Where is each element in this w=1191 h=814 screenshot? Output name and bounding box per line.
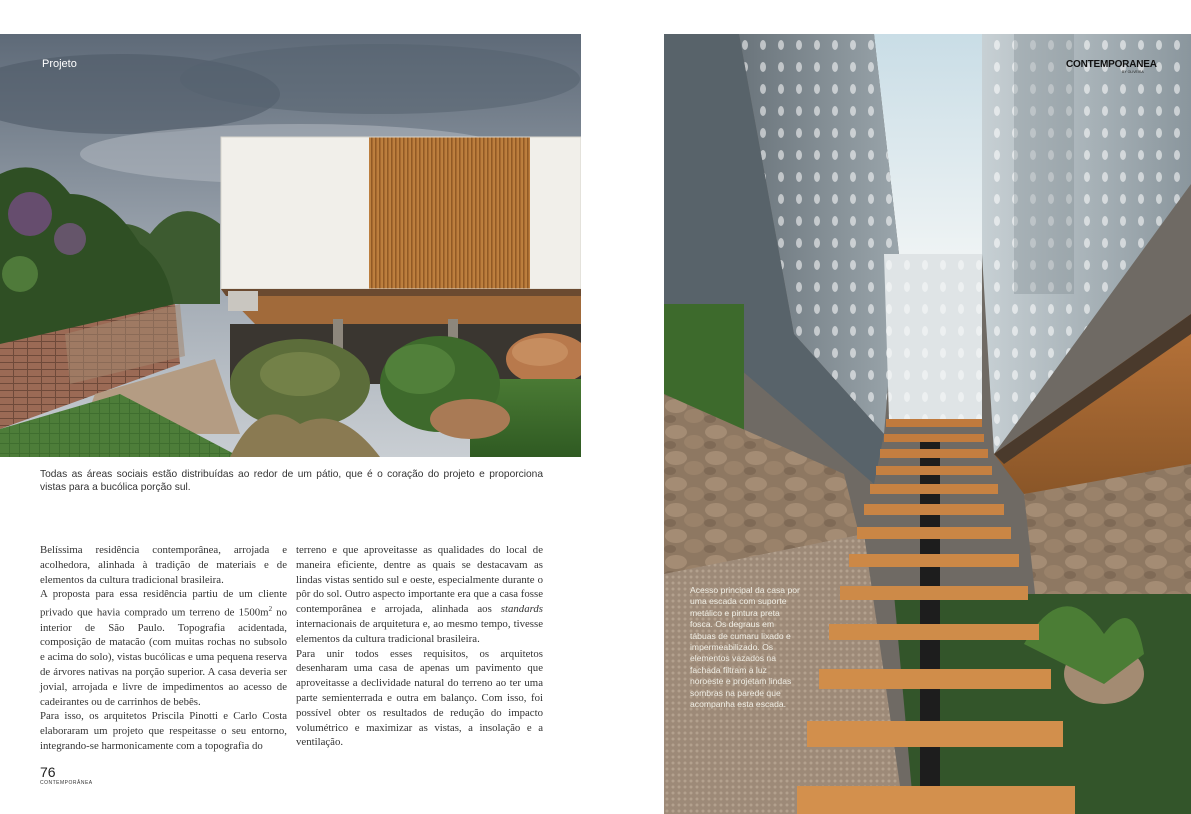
- section-label: Projeto: [42, 58, 77, 70]
- emphasis: standards: [500, 603, 543, 616]
- paragraph: Para isso, os arquitetos Priscila Pinotti e Carlo Costa elaboraram um projeto que respeitasse o seu entorno, integrando-se harmonicamente com a topografia do: [40, 710, 287, 752]
- paragraph: [296, 543, 543, 647]
- paragraph: Belíssima residência contemporânea, arrojada e acolhedora, alinhada à tradição de materiais e de elementos da cultura tradicional brasileira.: [40, 544, 287, 586]
- paragraph-text: A proposta para essa residência partiu de um cliente privado que havia comprado um terreno de 1500m: [40, 588, 287, 619]
- house-exterior-photo: [0, 34, 581, 457]
- staircase-caption: Acesso principal da casa por uma escada com suporte metálico e pintura preta fosca. Os degraus em tábuas de cumaru lixado e impermeabilizado. Os elementos vazados na fachada filtram a luz noroeste e projetam lindas sombras na parede que acompanha esta escada.: [690, 585, 800, 710]
- article-column-1: [40, 543, 287, 754]
- paragraph: Para unir todos esses requisitos, os arquitetos desenharam uma casa de apenas um pavimento que aproveitasse a declividade natural do terreno ao ter uma parte semienterrada e outra em balanço. Com isso, foi possível obter os resultados de redução do impacto volumétrico e maximizar as vistas, a insolação e a ventilação.: [296, 647, 543, 749]
- paragraph-text: no interior de São Paulo. Topografia acidentada, composição de matacão (com muitas rochas no subsolo e acima do solo), vistas bucólicas e uma pequena reserva de árvores nativas na porção superior. A casa deveria ser jovial, arrojada e livre de impedimentos ao acesso de cadeirantes ou de carrinhos de bebês.: [40, 606, 287, 708]
- page-magazine-name: CONTEMPORÂNEA: [40, 780, 93, 786]
- house-exterior-illustration: [0, 34, 581, 457]
- magazine-logo-subtitle: BY OLIVEIRA: [1122, 70, 1144, 74]
- paragraph: [40, 587, 287, 709]
- paragraph-text: internacionais de arquitetura e, ao mesmo tempo, tivesse elementos da cultura tradicional brasileira.: [296, 617, 543, 645]
- magazine-logo: CONTEMPORANEA: [1066, 59, 1157, 70]
- article-column-2: [296, 543, 543, 750]
- page-number: 76: [40, 764, 56, 780]
- superscript: 2: [268, 605, 273, 614]
- paragraph-text: terreno e que aproveitasse as qualidades do local de maneira eficiente, dentre as quais se destacavam as lindas vistas sentido sul e oeste, especialmente durante o pôr do sol. Outro aspecto importante era que a casa fosse contemporânea e arrojada, alinhada aos: [296, 544, 543, 616]
- photo-caption: Todas as áreas sociais estão distribuídas ao redor de um pátio, que é o coração do projeto e proporciona vistas para a bucólica porção sul.: [40, 469, 543, 493]
